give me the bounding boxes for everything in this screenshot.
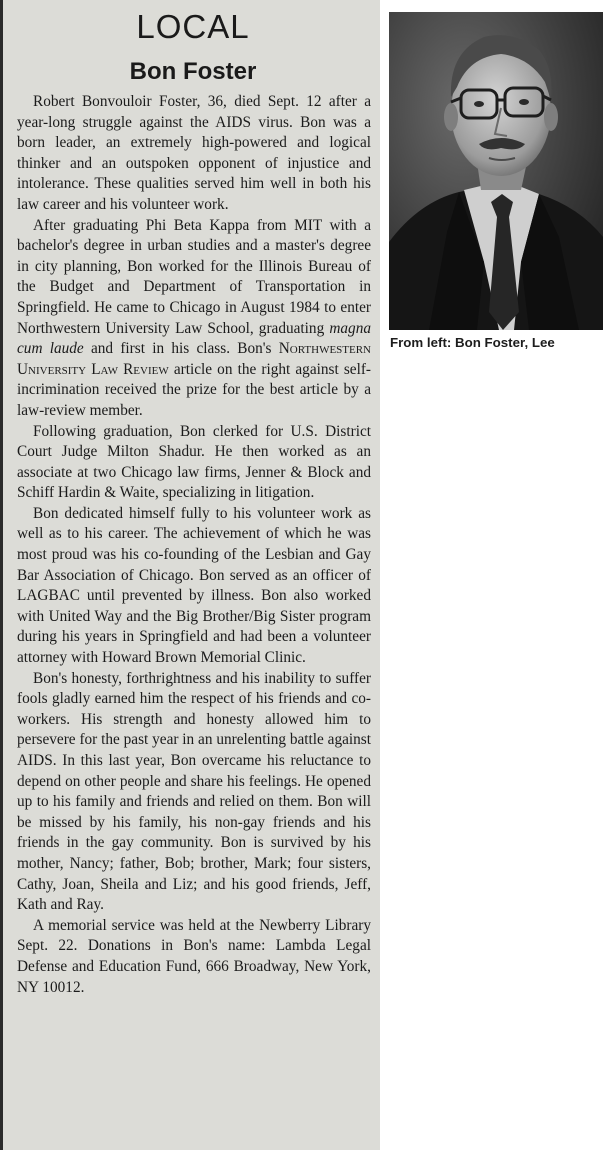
article-body <box>17 92 371 998</box>
paragraph: Following graduation, Bon clerked for U.S. District Court Judge Milton Shadur. He then worked as an associate at two Chicago law firms, Jenner & Block and Schiff Hardin & Waite, specializing in litigation. <box>17 422 371 502</box>
photo-caption: From left: Bon Foster, Lee <box>390 335 555 350</box>
paragraph: Bon's honesty, forthrightness and his inability to suffer fools gladly earned him the respect of his friends and co-workers. His strength and honesty allowed him to persevere for the past year in an unrelenting battle against AIDS. In this last year, Bon overcame his reluctance to depend on other people and share his feelings. He opened up to his family and friends and relied on them. Bon will be missed by his family, his non-gay friends and his friends in the gay community. Bon is survived by his mother, Nancy; father, Bob; brother, Mark; four sisters, Cathy, Joan, Sheila and Liz; and his good friends, Jeff, Kath and Ray. <box>17 669 371 914</box>
paragraph: A memorial service was held at the Newberry Library Sept. 22. Donations in Bon's name: Lambda Legal Defense and Education Fund, 666 Broadway, New York, NY 10012. <box>17 916 371 996</box>
obituary-headline: Bon Foster <box>129 58 257 85</box>
paragraph: Bon dedicated himself fully to his volunteer work as well as to his career. The achievement of which he was most proud was his co-founding of the Lesbian and Gay Bar Association of Chicago. Bon served as an officer of LAGBAC until prevented by illness. Bon also worked with United Way and the Big Brother/Big Sister program during his years in Springfield and had been a volunteer attorney with Howard Brown Memorial Clinic. <box>17 504 371 667</box>
latin-honor: magna cum laude <box>17 319 371 358</box>
paragraph-text: After graduating Phi Beta Kappa from MIT with a bachelor's degree in urban studies and a master's degree in city planning, Bon worked for the Illinois Bureau of the Budget and Department of Transportation in Springfield. He came to Chicago in August 1984 to enter Northwestern University Law School, graduating <box>17 216 371 337</box>
paragraph-text: and first in his class. Bon's <box>83 340 279 358</box>
journal-name: Northwestern University Law Review <box>17 340 372 378</box>
portrait-photo <box>389 12 603 330</box>
paragraph-education <box>17 216 371 422</box>
paragraph-text: article on the right against self-incrimination received the prize for the best article by a law-review member. <box>17 360 372 419</box>
paragraph: Robert Bonvouloir Foster, 36, died Sept. 12 after a year-long struggle against the AIDS virus. Bon was a born leader, an extremely high-powered and logical thinker and an outspoken opponent of injustice and intolerance. These qualities served him well in both his law career and his volunteer work. <box>17 93 371 213</box>
portrait-illustration <box>389 12 603 330</box>
section-header: LOCAL <box>136 8 250 45</box>
